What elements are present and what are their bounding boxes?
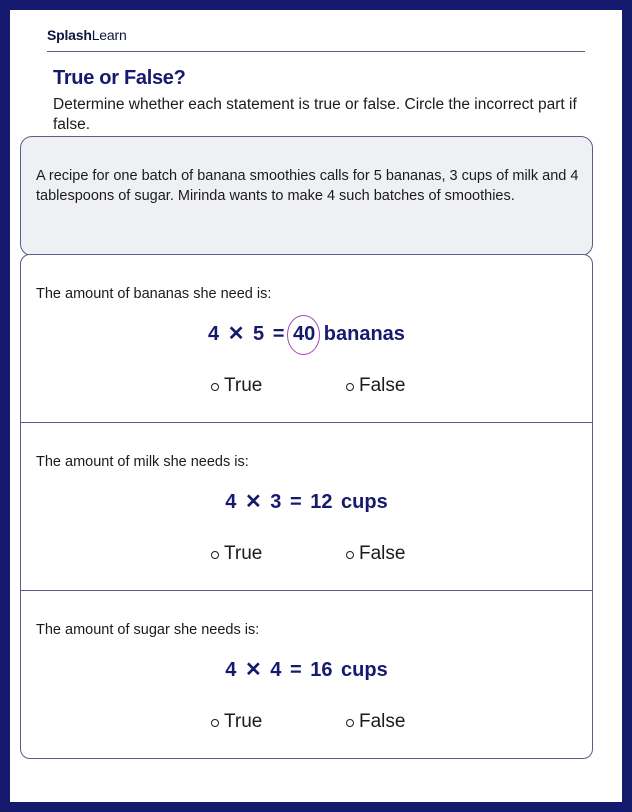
radio-icon[interactable] — [211, 719, 219, 727]
brand-logo-regular: Learn — [91, 27, 127, 43]
questions-container — [20, 254, 593, 759]
option-label: True — [224, 375, 263, 396]
question-prompt: The amount of sugar she needs is: — [36, 622, 260, 638]
radio-icon[interactable] — [211, 551, 219, 559]
option-label: False — [359, 375, 406, 396]
question-prompt: The amount of milk she needs is: — [36, 454, 249, 470]
option-false[interactable] — [346, 375, 405, 397]
equation-unit: cups — [341, 659, 388, 681]
equation-unit: bananas — [323, 323, 405, 345]
header-divider — [47, 51, 585, 52]
option-true[interactable] — [211, 711, 262, 733]
option-label: False — [359, 543, 406, 564]
radio-icon[interactable] — [346, 719, 354, 727]
equation-left: 4 ✕ 5 = — [208, 323, 285, 345]
radio-icon[interactable] — [346, 551, 354, 559]
instructions: Determine whether each statement is true or false. Circle the incorrect part if false. — [53, 96, 577, 133]
equation-unit: cups — [341, 491, 388, 513]
question-sugar — [21, 591, 592, 759]
equation-left: 4 ✕ 4 = — [225, 659, 302, 681]
equation-result[interactable]: 16 — [310, 659, 333, 681]
equation-result-circled[interactable]: 40 — [292, 323, 316, 345]
equation-left: 4 ✕ 3 = — [225, 491, 302, 513]
radio-icon[interactable] — [211, 383, 219, 391]
equation-result[interactable]: 12 — [310, 491, 333, 513]
option-false[interactable] — [346, 543, 405, 565]
worksheet-title: True or False? — [53, 67, 186, 89]
equation — [21, 321, 592, 346]
equation — [21, 657, 592, 682]
question-bananas — [21, 255, 592, 423]
option-true[interactable] — [211, 375, 262, 397]
brand-logo — [47, 27, 127, 43]
radio-icon[interactable] — [346, 383, 354, 391]
option-true[interactable] — [211, 543, 262, 565]
brand-logo-bold: Splash — [47, 27, 92, 43]
option-label: True — [224, 711, 263, 732]
question-prompt: The amount of bananas she need is: — [36, 286, 272, 302]
question-milk — [21, 423, 592, 591]
option-label: True — [224, 543, 263, 564]
problem-statement-card — [20, 136, 593, 256]
option-false[interactable] — [346, 711, 405, 733]
problem-statement: A recipe for one batch of banana smoothies calls for 5 bananas, 3 cups of milk and 4 tablespoons of sugar. Mirinda wants to make 4 such batches of smoothies. — [36, 168, 579, 204]
option-label: False — [359, 711, 406, 732]
equation — [21, 489, 592, 514]
